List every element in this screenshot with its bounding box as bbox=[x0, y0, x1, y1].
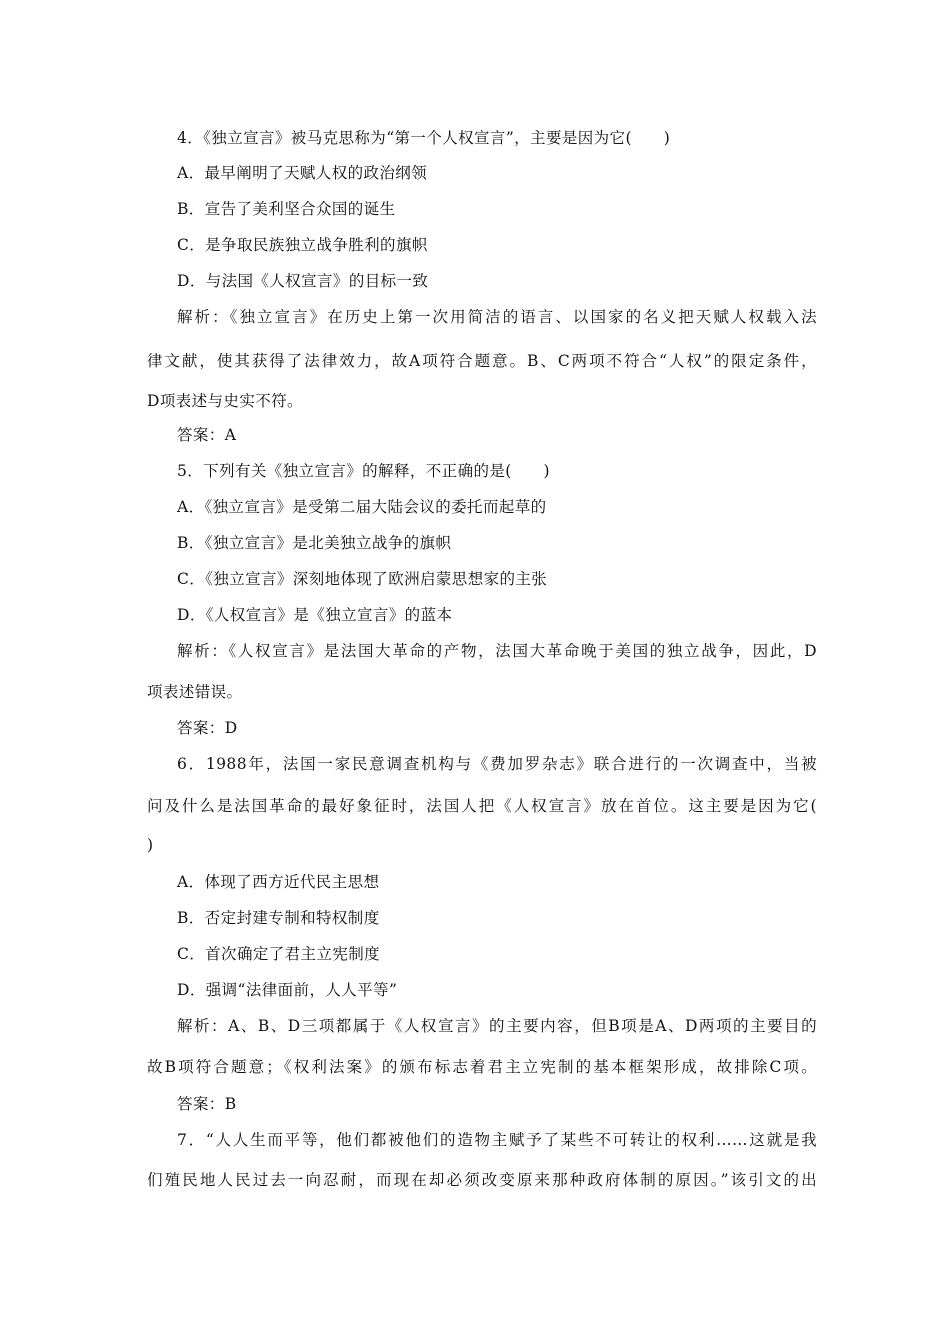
question-5-option-d: D．《人权宣言》是《独立宣言》的蓝本 bbox=[177, 606, 453, 624]
question-4-analysis: 解析：《独立宣言》在历史上第一次用简洁的语言、以国家的名义把天赋人权载入法 bbox=[177, 308, 817, 326]
question-6-analysis: 解析：A、B、D三项都属于《人权宣言》的主要内容，但B项是A、D两项的主要目的 bbox=[177, 1017, 817, 1035]
question-5-option-a: A．《独立宣言》是受第二届大陆会议的委托而起草的 bbox=[177, 498, 547, 516]
question-4-option-b: B．宣告了美利坚合众国的诞生 bbox=[177, 200, 396, 218]
question-4-option-d: D．与法国《人权宣言》的目标一致 bbox=[177, 272, 429, 290]
question-6-option-c: C．首次确定了君主立宪制度 bbox=[177, 945, 381, 963]
question-7-stem-cont: 们殖民地人民过去一向忍耐，而现在却必须改变原来那种政府体制的原因。”该引文的出 bbox=[147, 1171, 817, 1189]
question-6-answer: 答案：B bbox=[177, 1095, 237, 1113]
question-7-stem: 7．“人人生而平等，他们都被他们的造物主赋予了某些不可转让的权利……这就是我 bbox=[177, 1131, 817, 1149]
question-5-stem: 5．下列有关《独立宣言》的解释，不正确的是( ) bbox=[177, 462, 550, 480]
question-6-stem: 6．1988年，法国一家民意调查机构与《费加罗杂志》联合进行的一次调查中，当被 bbox=[177, 755, 817, 773]
question-5-analysis: 解析：《人权宣言》是法国大革命的产物，法国大革命晚于美国的独立战争，因此，D bbox=[177, 642, 817, 660]
question-5-option-b: B．《独立宣言》是北美独立战争的旗帜 bbox=[177, 534, 452, 552]
question-4-option-c: C．是争取民族独立战争胜利的旗帜 bbox=[177, 236, 428, 254]
question-6-stem-end: ) bbox=[147, 836, 154, 854]
question-5-answer: 答案：D bbox=[177, 719, 238, 737]
question-4-analysis-cont: 律文献，使其获得了法律效力，故A项符合题意。B、C两项不符合“人权”的限定条件， bbox=[147, 352, 817, 370]
question-6-option-d: D．强调“法律面前，人人平等” bbox=[177, 981, 398, 999]
question-4-analysis-end: D项表述与史实不符。 bbox=[147, 392, 303, 410]
question-6-option-b: B．否定封建专制和特权制度 bbox=[177, 909, 380, 927]
question-6-option-a: A．体现了西方近代民主思想 bbox=[177, 873, 380, 891]
question-4-stem: 4．《独立宣言》被马克思称为“第一个人权宣言”，主要是因为它( ) bbox=[177, 129, 671, 147]
question-4-answer: 答案：A bbox=[177, 426, 237, 444]
question-5-option-c: C．《独立宣言》深刻地体现了欧洲启蒙思想家的主张 bbox=[177, 570, 548, 588]
question-6-stem-cont: 问及什么是法国革命的最好象征时，法国人把《人权宣言》放在首位。这主要是因为它( bbox=[147, 797, 817, 815]
question-6-analysis-cont: 故B项符合题意；《权利法案》的颁布标志着君主立宪制的基本框架形成，故排除C项。 bbox=[147, 1058, 817, 1076]
question-5-analysis-end: 项表述错误。 bbox=[147, 683, 243, 701]
question-4-option-a: A．最早阐明了天赋人权的政治纲领 bbox=[177, 164, 428, 182]
